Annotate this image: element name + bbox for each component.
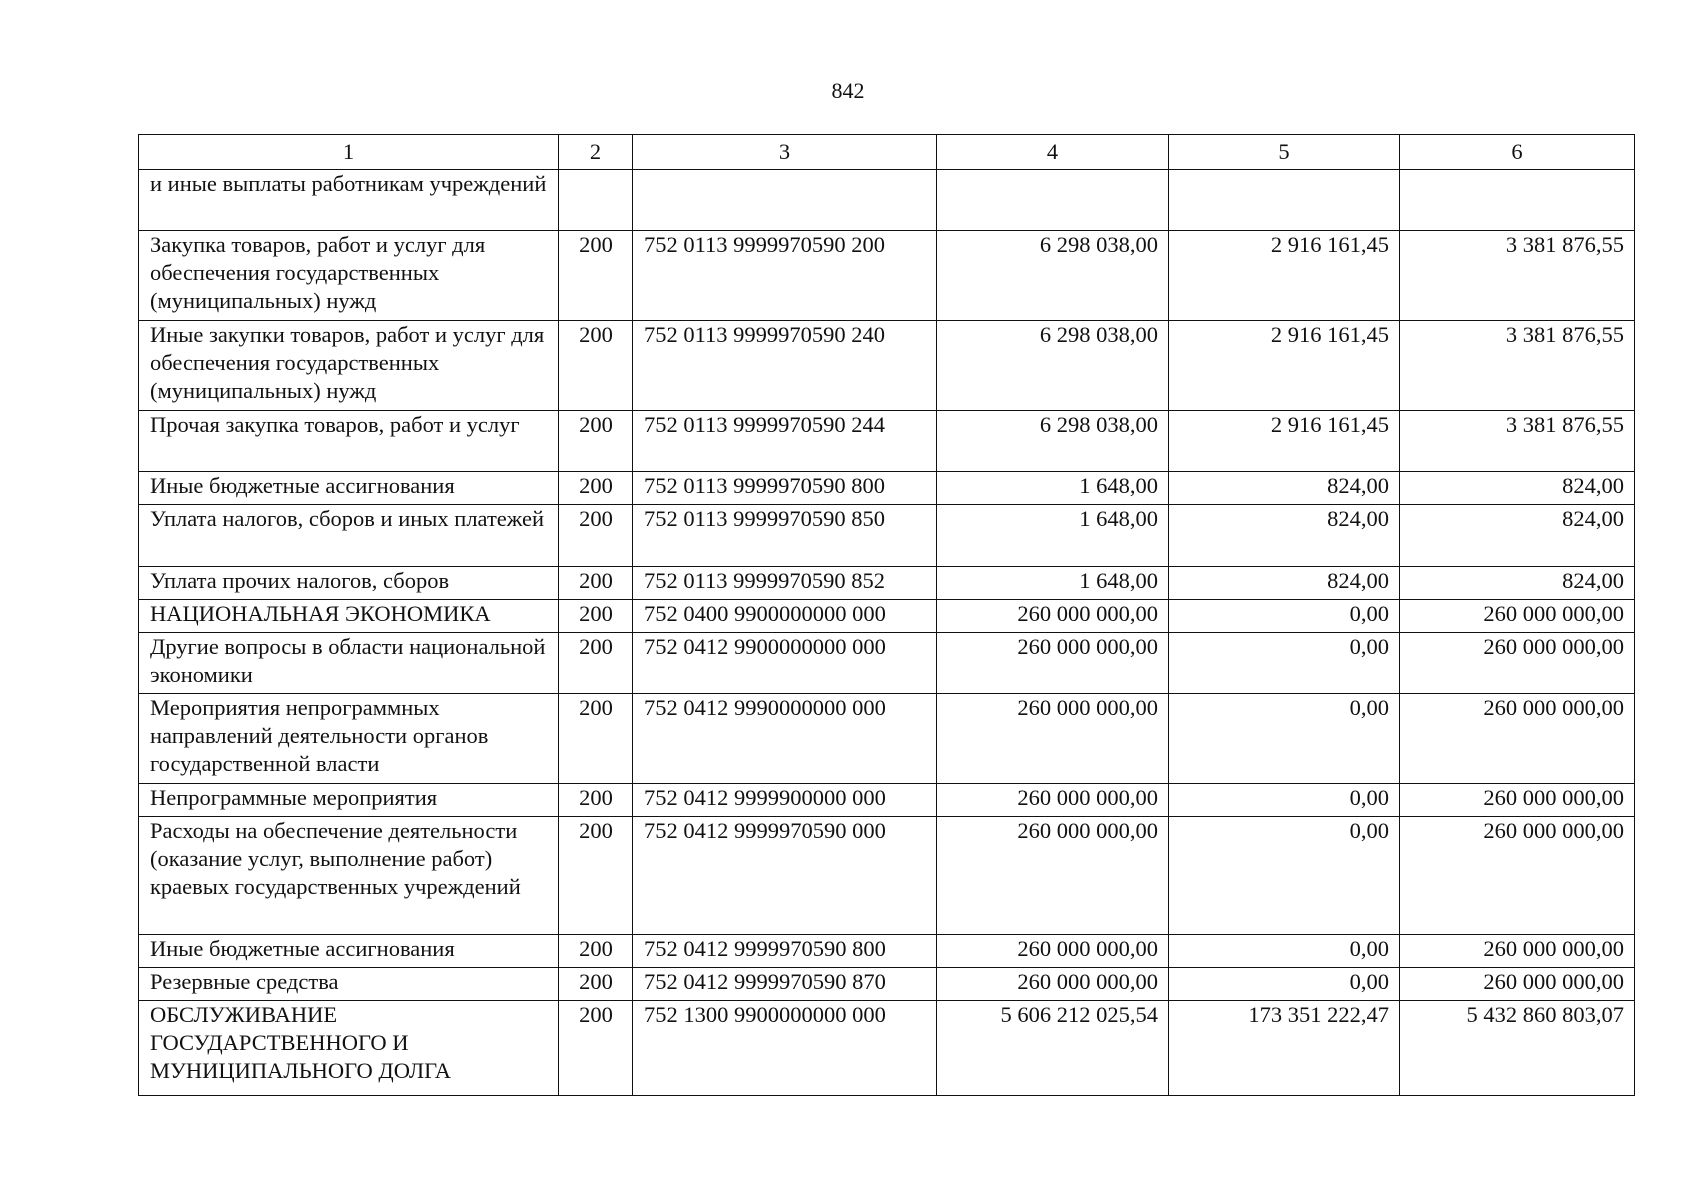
row-name: НАЦИОНАЛЬНАЯ ЭКОНОМИКА [139,600,559,633]
row-executed: 0,00 [1169,633,1400,694]
row-admin-code: 200 [559,472,633,505]
row-name: и иные выплаты работникам учреждений [139,170,559,231]
row-executed: 0,00 [1169,694,1400,784]
row-remaining: 260 000 000,00 [1400,817,1635,935]
row-executed: 0,00 [1169,935,1400,968]
column-header: 6 [1400,135,1635,170]
row-approved: 260 000 000,00 [937,935,1169,968]
row-approved: 260 000 000,00 [937,694,1169,784]
row-budget-code: 752 0113 9999970590 200 [633,231,937,321]
row-approved: 260 000 000,00 [937,600,1169,633]
row-executed: 2 916 161,45 [1169,321,1400,411]
table-row [139,505,1635,567]
row-remaining: 3 381 876,55 [1400,411,1635,472]
row-remaining: 260 000 000,00 [1400,784,1635,817]
row-remaining: 824,00 [1400,505,1635,567]
row-approved: 1 648,00 [937,567,1169,600]
row-approved: 6 298 038,00 [937,411,1169,472]
row-admin-code: 200 [559,505,633,567]
row-remaining: 5 432 860 803,07 [1400,1001,1635,1096]
row-budget-code: 752 1300 9900000000 000 [633,1001,937,1096]
row-remaining: 260 000 000,00 [1400,600,1635,633]
row-budget-code: 752 0412 9999970590 870 [633,968,937,1001]
row-approved: 260 000 000,00 [937,784,1169,817]
row-executed [1169,170,1400,231]
table-row [139,567,1635,600]
row-name: Расходы на обеспечение деятельности (оказание услуг, выполнение работ) краевых государственных учреждений [139,817,559,935]
row-admin-code: 200 [559,567,633,600]
row-remaining: 824,00 [1400,472,1635,505]
table-row [139,600,1635,633]
row-admin-code: 200 [559,694,633,784]
row-budget-code [633,170,937,231]
row-name: Другие вопросы в области национальной экономики [139,633,559,694]
row-remaining: 3 381 876,55 [1400,231,1635,321]
row-executed: 824,00 [1169,505,1400,567]
row-executed: 824,00 [1169,567,1400,600]
column-header: 5 [1169,135,1400,170]
row-budget-code: 752 0113 9999970590 852 [633,567,937,600]
table-row [139,321,1635,411]
row-approved: 260 000 000,00 [937,968,1169,1001]
row-admin-code [559,170,633,231]
table-row [139,170,1635,231]
row-name: Непрограммные мероприятия [139,784,559,817]
row-admin-code: 200 [559,935,633,968]
row-executed: 2 916 161,45 [1169,411,1400,472]
row-executed: 0,00 [1169,784,1400,817]
row-executed: 0,00 [1169,968,1400,1001]
row-remaining: 260 000 000,00 [1400,694,1635,784]
row-remaining [1400,170,1635,231]
row-name: Закупка товаров, работ и услуг для обеспечения государственных (муниципальных) нужд [139,231,559,321]
row-admin-code: 200 [559,968,633,1001]
row-admin-code: 200 [559,784,633,817]
row-remaining: 260 000 000,00 [1400,935,1635,968]
row-name: Уплата налогов, сборов и иных платежей [139,505,559,567]
row-executed: 173 351 222,47 [1169,1001,1400,1096]
page-number: 842 [831,78,865,103]
budget-table [138,134,1635,1096]
table-row [139,411,1635,472]
row-budget-code: 752 0113 9999970590 244 [633,411,937,472]
row-budget-code: 752 0412 9999900000 000 [633,784,937,817]
row-approved: 260 000 000,00 [937,817,1169,935]
column-header: 3 [633,135,937,170]
row-admin-code: 200 [559,1001,633,1096]
row-executed: 824,00 [1169,472,1400,505]
table-row [139,817,1635,935]
table-row [139,633,1635,694]
row-name: Прочая закупка товаров, работ и услуг [139,411,559,472]
table-row [139,968,1635,1001]
row-approved: 6 298 038,00 [937,321,1169,411]
row-budget-code: 752 0412 9999970590 000 [633,817,937,935]
row-remaining: 824,00 [1400,567,1635,600]
row-admin-code: 200 [559,633,633,694]
row-name: Иные закупки товаров, работ и услуг для обеспечения государственных (муниципальных) нужд [139,321,559,411]
header-row [139,135,1635,170]
row-executed: 0,00 [1169,817,1400,935]
table-row [139,935,1635,968]
table-row [139,231,1635,321]
table-row [139,694,1635,784]
table-row [139,1001,1635,1096]
row-approved: 1 648,00 [937,472,1169,505]
row-budget-code: 752 0113 9999970590 240 [633,321,937,411]
row-name: ОБСЛУЖИВАНИЕ ГОСУДАРСТВЕННОГО И МУНИЦИПАЛЬНОГО ДОЛГА [139,1001,559,1096]
row-name: Резервные средства [139,968,559,1001]
row-name: Мероприятия непрограммных направлений деятельности органов государственной власти [139,694,559,784]
row-admin-code: 200 [559,817,633,935]
row-budget-code: 752 0412 9990000000 000 [633,694,937,784]
column-header: 1 [139,135,559,170]
row-approved: 1 648,00 [937,505,1169,567]
row-admin-code: 200 [559,231,633,321]
row-name: Иные бюджетные ассигнования [139,472,559,505]
row-approved: 260 000 000,00 [937,633,1169,694]
row-remaining: 260 000 000,00 [1400,968,1635,1001]
row-budget-code: 752 0412 9900000000 000 [633,633,937,694]
row-approved: 5 606 212 025,54 [937,1001,1169,1096]
row-executed: 2 916 161,45 [1169,231,1400,321]
row-admin-code: 200 [559,600,633,633]
table-row [139,472,1635,505]
row-remaining: 260 000 000,00 [1400,633,1635,694]
row-admin-code: 200 [559,321,633,411]
row-budget-code: 752 0113 9999970590 850 [633,505,937,567]
row-approved: 6 298 038,00 [937,231,1169,321]
row-executed: 0,00 [1169,600,1400,633]
row-remaining: 3 381 876,55 [1400,321,1635,411]
table-row [139,784,1635,817]
column-header: 2 [559,135,633,170]
row-approved [937,170,1169,231]
row-name: Иные бюджетные ассигнования [139,935,559,968]
row-name: Уплата прочих налогов, сборов [139,567,559,600]
row-budget-code: 752 0412 9999970590 800 [633,935,937,968]
column-header: 4 [937,135,1169,170]
row-budget-code: 752 0113 9999970590 800 [633,472,937,505]
row-admin-code: 200 [559,411,633,472]
row-budget-code: 752 0400 9900000000 000 [633,600,937,633]
